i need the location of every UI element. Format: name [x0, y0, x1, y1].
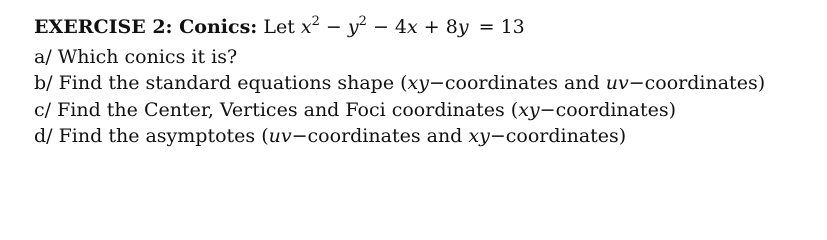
question-d-coord-uv: uv: [268, 125, 292, 147]
question-c: [34, 97, 824, 124]
exercise-document: [34, 14, 824, 150]
question-b-text: Find the standard equations shape (: [58, 72, 408, 94]
eq-exp-2: 2: [358, 14, 367, 29]
question-d-coord-xy: xy: [468, 125, 490, 147]
eq-plus-8: + 8: [423, 16, 458, 38]
question-c-end: −coordinates): [539, 98, 677, 121]
question-b-end: −coordinates): [628, 72, 766, 94]
question-a-text: Which conics it is?: [57, 45, 238, 68]
question-b: [34, 70, 824, 97]
question-d-text: Find the asymptotes (: [58, 125, 269, 147]
question-a-prefix: a/: [34, 45, 52, 68]
eq-minus-4: − 4: [372, 16, 408, 38]
question-d-prefix: d/: [34, 125, 53, 147]
conic-equation: [301, 16, 529, 38]
question-d: [34, 123, 824, 150]
eq-exp-1: 2: [311, 14, 320, 29]
question-b-coord-uv: uv: [605, 72, 629, 94]
exercise-heading: EXERCISE 2: Conics:: [34, 16, 258, 38]
question-a: [34, 44, 824, 71]
eq-minus-1: −: [325, 16, 342, 38]
exercise-header-line: [34, 14, 824, 44]
question-c-text: Find the Center, Vertices and Foci coordinates (: [57, 98, 519, 121]
question-b-mid: −coordinates and: [428, 72, 606, 94]
eq-y: y: [347, 16, 359, 38]
eq-y2: y: [457, 16, 469, 38]
eq-equals: = 13: [478, 16, 525, 38]
question-d-mid: −coordinates and: [291, 125, 469, 147]
let-word: Let: [263, 16, 295, 38]
question-d-end: −coordinates): [489, 125, 627, 147]
question-b-coord-xy: xy: [407, 72, 429, 94]
eq-x2: x: [407, 16, 418, 38]
eq-x: x: [300, 16, 312, 38]
question-b-prefix: b/: [34, 72, 53, 94]
question-c-prefix: c/: [34, 98, 52, 121]
question-c-coord-xy: xy: [518, 98, 540, 121]
